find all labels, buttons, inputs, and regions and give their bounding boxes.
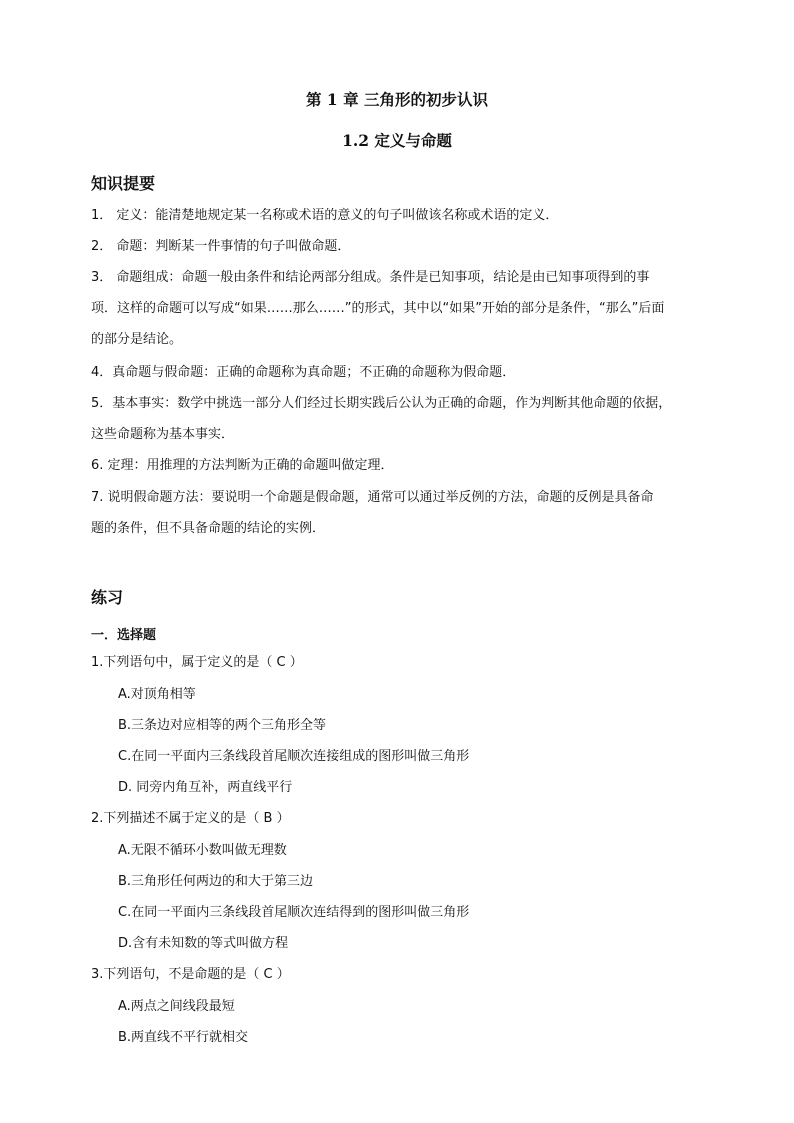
section-title: 1.2 定义与命题 (342, 131, 452, 150)
question-2-option-c: C.在同一平面内三条线段首尾顺次连结得到的图形叫做三角形 (118, 905, 470, 920)
knowledge-line: 3． 命题组成：命题一般由条件和结论两部分组成。条件是已知事项，结论是由已知事项得到的事 (91, 270, 650, 285)
question-1-option-c: C.在同一平面内三条线段首尾顺次连接组成的图形叫做三角形 (118, 749, 470, 764)
question-1-stem: 1.下列语句中，属于定义的是（ C ） (91, 655, 303, 670)
knowledge-line: 2． 命题：判断某一件事情的句子叫做命题． (91, 239, 351, 254)
knowledge-heading: 知识提要 (91, 174, 156, 193)
knowledge-line: 这些命题称为基本事实． (91, 427, 235, 442)
question-2-stem: 2.下列描述不属于定义的是（ B ） (91, 811, 290, 826)
question-1-option-a: A.对顶角相等 (118, 687, 196, 702)
knowledge-line: 6. 定理：用推理的方法判断为正确的命题叫做定理． (91, 458, 394, 473)
question-1-option-b: B.三条边对应相等的两个三角形全等 (118, 718, 327, 733)
question-2-option-a: A.无限不循环小数叫做无理数 (118, 843, 287, 858)
choice-section-title: 一．选择题 (91, 628, 157, 643)
question-3-stem: 3.下列语句，不是命题的是（ C ） (91, 967, 290, 982)
knowledge-line: 题的条件，但不具备命题的结论的实例． (91, 521, 326, 536)
knowledge-line: 项．这样的命题可以写成“如果……那么……”的形式，其中以“如果”开始的部分是条件，“那么”后面 (91, 301, 665, 316)
knowledge-line: 的部分是结论。 (91, 332, 183, 347)
question-2-option-b: B.三角形任何两边的和大于第三边 (118, 874, 314, 889)
question-1-option-d: D. 同旁内角互补，两直线平行 (118, 780, 293, 795)
question-3-option-a: A.两点之间线段最短 (118, 999, 235, 1014)
knowledge-line: 1． 定义：能清楚地规定某一名称或术语的意义的句子叫做该名称或术语的定义． (91, 208, 559, 223)
knowledge-line: 4．真命题与假命题：正确的命题称为真命题；不正确的命题称为假命题． (91, 365, 516, 380)
chapter-title: 第 1 章 三角形的初步认识 (306, 90, 488, 109)
question-2-option-d: D.含有未知数的等式叫做方程 (118, 936, 289, 951)
practice-heading: 练习 (91, 588, 124, 607)
knowledge-line: 5．基本事实：数学中挑选一部分人们经过长期实践后公认为正确的命题，作为判断其他命题的依据， (91, 396, 672, 411)
question-3-option-b: B.两直线不平行就相交 (118, 1030, 249, 1045)
knowledge-line: 7. 说明假命题方法：要说明一个命题是假命题，通常可以通过举反例的方法，命题的反例是具备命 (91, 490, 654, 505)
